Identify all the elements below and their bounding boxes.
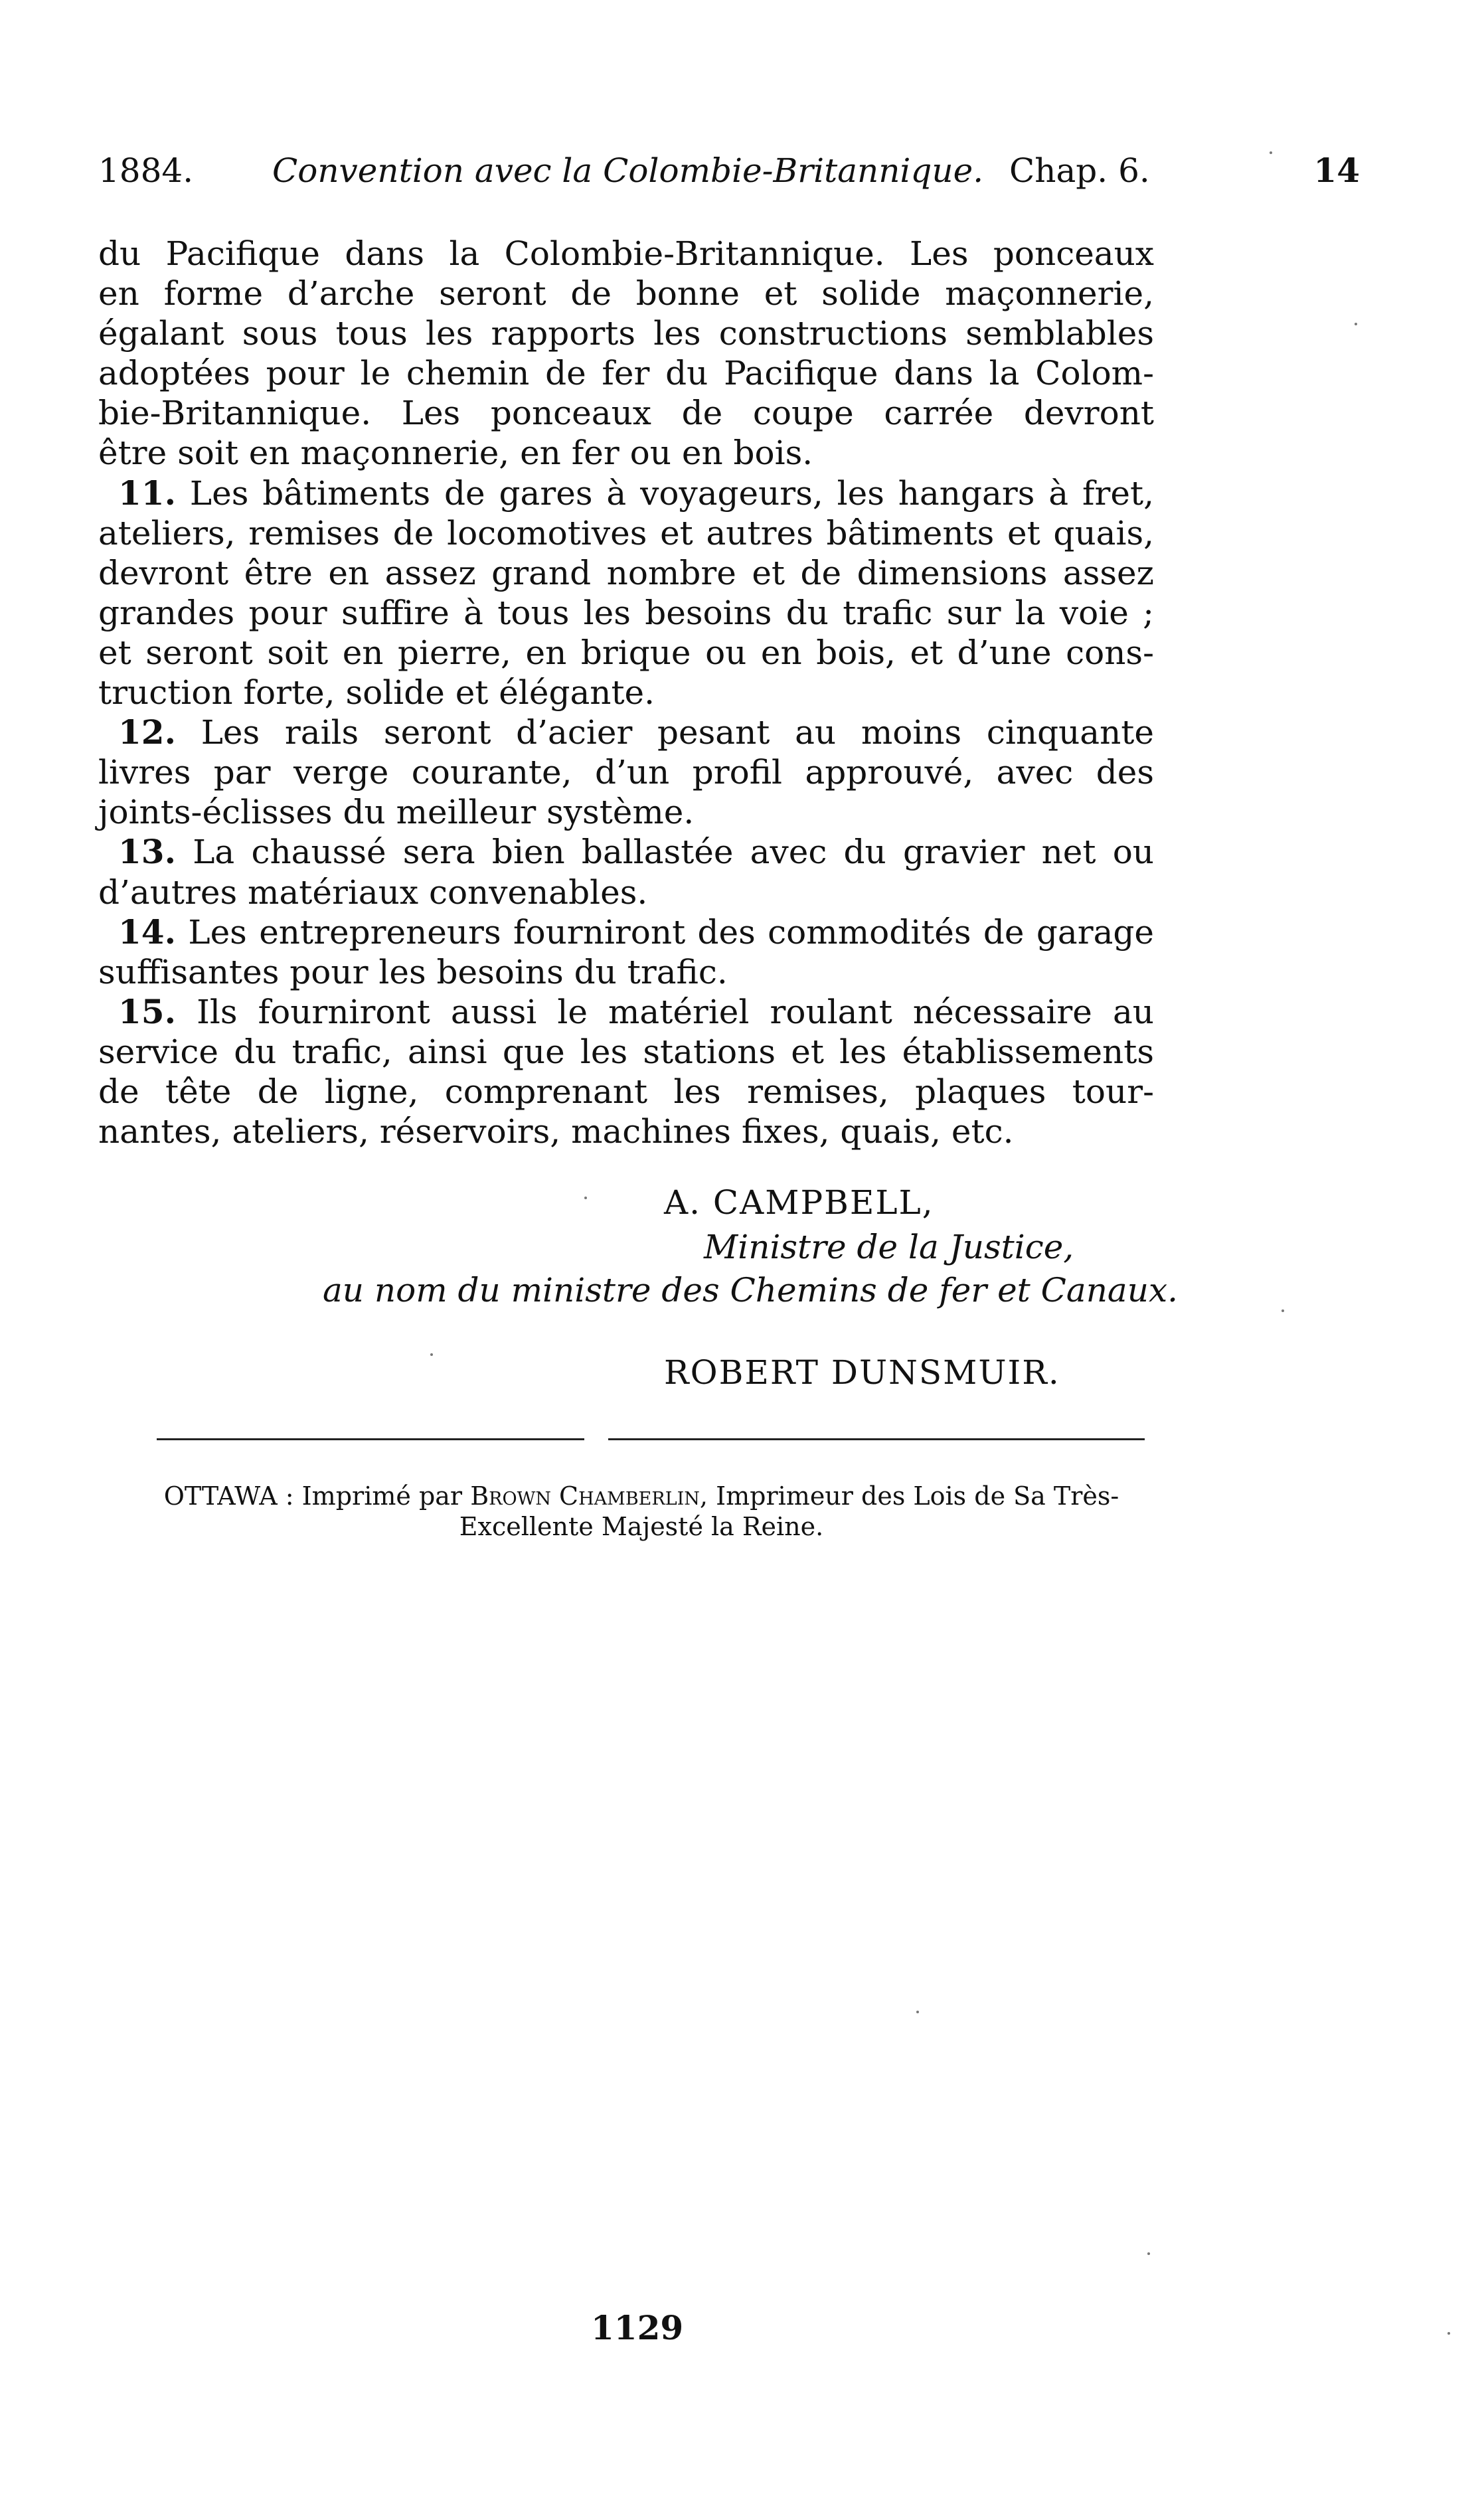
signatory-title: Ministre de la Justice, — [704, 1228, 1074, 1266]
print-speck — [1355, 323, 1357, 325]
paragraph-number: 13. — [118, 832, 176, 872]
text-line: de tête de ligne, comprenant les remises, plaques tour- — [98, 1072, 1154, 1111]
text-line: égalant sous tous les rapports les constructions semblables — [98, 314, 1154, 353]
line-text: Ils fourniront aussi le matériel roulant nécessaire au — [197, 992, 1154, 1031]
text-line — [98, 912, 1154, 952]
text-line: en forme d’arche seront de bonne et solide maçonnerie, — [98, 274, 1154, 313]
paragraph-number: 12. — [118, 712, 176, 752]
line-text: Les bâtiments de gares à voyageurs, les hangars à fret, — [189, 473, 1154, 513]
print-speck — [584, 1197, 587, 1199]
text-line — [98, 712, 1154, 752]
page-number: 1129 — [591, 2308, 684, 2347]
text-line: du Pacifique dans la Colombie-Britannique. Les ponceaux — [98, 234, 1154, 273]
header-chapter: Chap. 6. — [1009, 151, 1150, 190]
text-line: adoptées pour le chemin de fer du Pacifique dans la Colom- — [98, 354, 1154, 393]
imprint-line-2: Excellente Majesté la Reine. — [459, 1512, 824, 1541]
text-line: service du trafic, ainsi que les stations et les établissements — [98, 1032, 1154, 1071]
imprint-prefix: OTTAWA : Imprimé par — [163, 1481, 463, 1511]
imprint-suffix: Imprimeur des Lois de Sa Très- — [716, 1481, 1119, 1511]
text-line — [98, 992, 1154, 1032]
text-line: grandes pour suffire à tous les besoins du trafic sur la voie ; — [98, 593, 1154, 632]
paragraph-number: 11. — [118, 473, 176, 513]
header-page-ref: 14 — [1313, 151, 1360, 190]
signatory-name: A. CAMPBELL, — [664, 1183, 934, 1222]
line-text: Les rails seront d’acier pesant au moins cinquante — [201, 713, 1154, 752]
text-line — [98, 832, 1154, 872]
text-line: devront être en assez grand nombre et de dimensions assez — [98, 553, 1154, 592]
header-year: 1884. — [98, 151, 194, 190]
divider-rule-right — [608, 1438, 1145, 1440]
paragraph-15 — [98, 992, 1154, 1151]
imprint-line-1 — [130, 1481, 1153, 1511]
print-speck — [916, 2011, 919, 2013]
divider-rule-left — [157, 1438, 584, 1440]
text-line — [98, 473, 1154, 513]
running-header — [98, 147, 1360, 194]
body-text — [98, 234, 1154, 1151]
text-line: et seront soit en pierre, en brique ou en bois, et d’une cons- — [98, 633, 1154, 672]
paragraph-number: 14. — [118, 912, 176, 952]
print-speck — [430, 1353, 433, 1356]
header-title: Convention avec la Colombie-Britannique. — [272, 151, 984, 190]
text-line: d’autres matériaux convenables. — [98, 873, 648, 912]
print-speck — [1281, 1309, 1284, 1312]
text-line: être soit en maçonnerie, en fer ou en bois. — [98, 434, 813, 473]
line-text: Les entrepreneurs fourniront des commodités de garage — [188, 912, 1154, 952]
second-signatory-name: ROBERT DUNSMUIR. — [664, 1353, 1060, 1392]
signatory-on-behalf: au nom du ministre des Chemins de fer et Canaux. — [323, 1271, 1179, 1309]
text-line: suffisantes pour les besoins du trafic. — [98, 952, 728, 991]
paragraph-13 — [98, 832, 1154, 912]
text-line: bie-Britannique. Les ponceaux de coupe carrée devront — [98, 394, 1154, 433]
imprint — [130, 1481, 1153, 1542]
print-speck — [1447, 2332, 1450, 2335]
paragraph-12 — [98, 712, 1154, 832]
text-line: truction forte, solide et élégante. — [98, 673, 655, 712]
text-line: joints-éclisses du meilleur système. — [98, 793, 695, 832]
line-text: La chaussé sera bien ballastée avec du gravier net ou — [193, 833, 1154, 872]
text-line: ateliers, remises de locomotives et autres bâtiments et quais, — [98, 513, 1154, 552]
imprint-printer: Brown Chamberlin, — [470, 1481, 708, 1511]
paragraph-continuation — [98, 234, 1154, 473]
print-speck — [1147, 2252, 1150, 2255]
paragraph-14 — [98, 912, 1154, 992]
print-speck — [1270, 151, 1272, 154]
paragraph-number: 15. — [118, 991, 176, 1031]
text-line: livres par verge courante, d’un profil approuvé, avec des — [98, 753, 1154, 792]
paragraph-11 — [98, 473, 1154, 713]
text-line: nantes, ateliers, réservoirs, machines fixes, quais, etc. — [98, 1112, 1014, 1151]
